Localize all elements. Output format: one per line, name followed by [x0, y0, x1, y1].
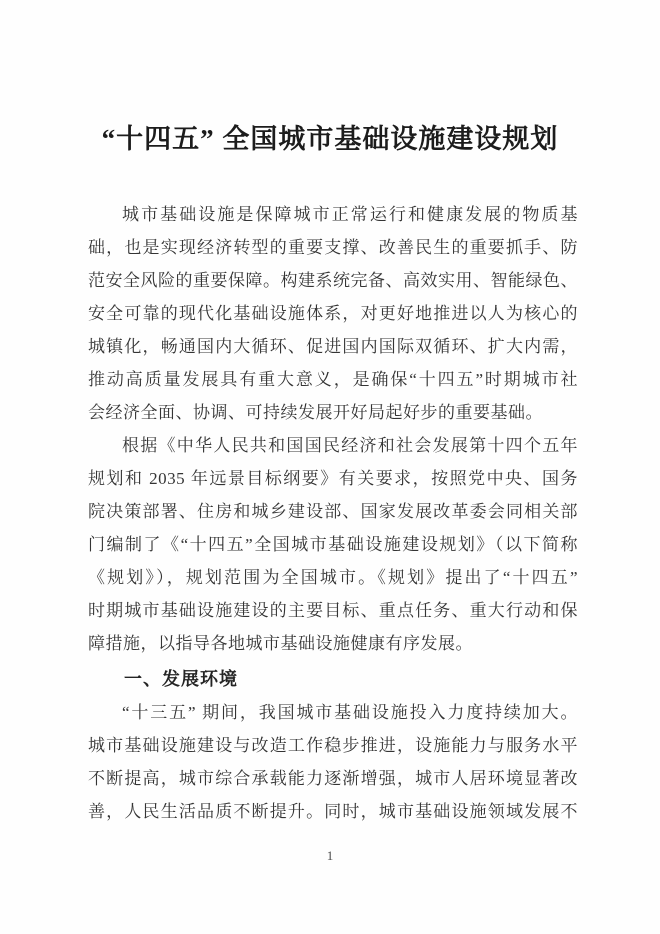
- paragraph-2: [88, 429, 578, 660]
- body-line: “十三五” 期间，我国城市基础设施投入力度持续加大。: [122, 703, 578, 722]
- body-line: 安全可靠的现代化基础设施体系，对更好地推进以人为核心的: [88, 304, 578, 323]
- body-line: 根据《中华人民共和国国民经济和社会发展第十四个五年: [122, 436, 578, 455]
- body-line: 门编制了《“十四五”全国城市基础设施建设规划》（以下简称: [88, 535, 578, 554]
- body-line: 推动高质量发展具有重大意义，是确保“十四五”时期城市社: [88, 370, 578, 389]
- body-line: 城镇化，畅通国内大循环、促进国内国际双循环、扩大内需，: [88, 337, 578, 356]
- body-line: 规划和 2035 年远景目标纲要》有关要求，按照党中央、国务: [88, 469, 578, 488]
- body-line: 《规划》），规划范围为全国城市。《规划》提出了“十四五”: [88, 568, 578, 587]
- body-line: 时期城市基础设施建设的主要目标、重点任务、重大行动和保: [88, 601, 578, 620]
- body-line: 障措施，以指导各地城市基础设施健康有序发展。: [88, 634, 473, 653]
- body-line: 城市基础设施是保障城市正常运行和健康发展的物质基: [122, 205, 578, 224]
- body-line: 院决策部署、住房和城乡建设部、国家发展改革委会同相关部: [88, 502, 578, 521]
- page-number: 1: [326, 848, 334, 863]
- body-line: 础，也是实现经济转型的重要支撑、改善民生的重要抓手、防: [88, 238, 578, 257]
- body-line: 范安全风险的重要保障。构建系统完备、高效实用、智能绿色、: [88, 271, 578, 290]
- document-title: “十四五” 全国城市基础设施建设规划: [101, 124, 559, 154]
- paragraph-1: [88, 198, 578, 429]
- paragraph-3: [88, 696, 578, 828]
- body-line: 城市基础设施建设与改造工作稳步推进，设施能力与服务水平: [88, 736, 578, 755]
- section-heading-development-environment: 一、发展环境: [124, 669, 238, 689]
- document-body: [88, 198, 578, 828]
- body-line: 会经济全面、协调、可持续发展开好局起好步的重要基础。: [88, 403, 543, 422]
- body-line: 不断提高，城市综合承载能力逐渐增强，城市人居环境显著改: [88, 769, 578, 788]
- body-line: 善，人民生活品质不断提升。同时，城市基础设施领域发展不: [88, 802, 578, 821]
